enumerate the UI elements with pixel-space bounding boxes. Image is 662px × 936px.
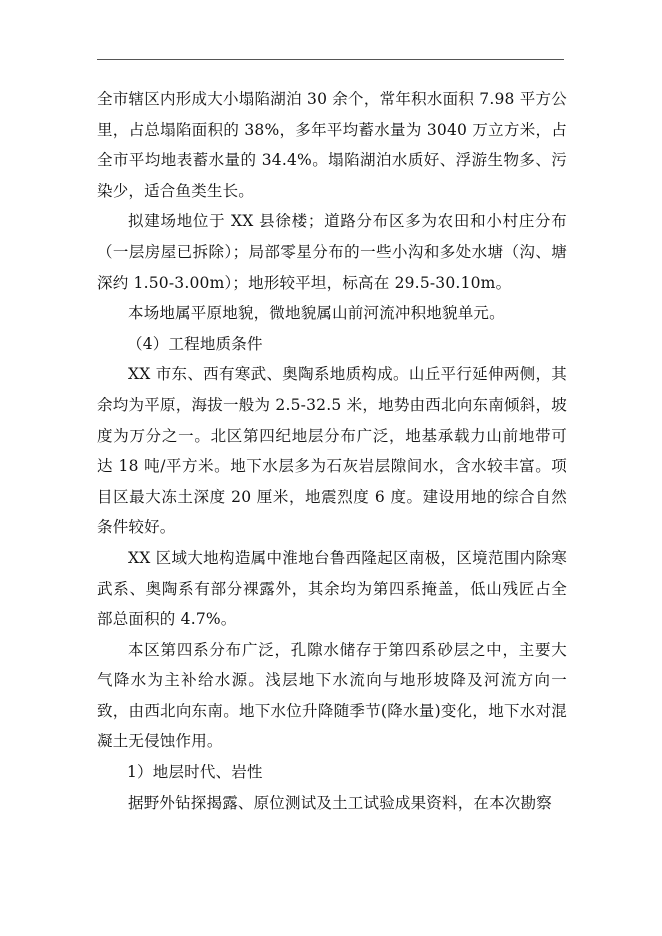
paragraph-site-location: 拟建场地位于 XX 县徐楼；道路分布区多为农田和小村庄分布（一层房屋已拆除）；局部零星分布的一些小沟和多处水塘（沟、塘深约 1.50-3.00m）；地形较平坦，标高在 29.5-30.10m。 (97, 212, 567, 292)
paragraph-continued: 全市辖区内形成大小塌陷湖泊 30 余个，常年积水面积 7.98 平方公里，占总塌陷面积的 38%，多年平均蓄水量为 3040 万立方米，占全市平均地表蓄水量的 34.4%。塌陷湖泊水质好、浮游生物多、污染少，适合鱼类生长。 (97, 90, 567, 200)
paragraph-geology-overview: XX 市东、西有寒武、奥陶系地质构成。山丘平行延伸两侧，其余均为平原，海拔一般为 2.5-32.5 米，地势由西北向东南倾斜，坡度为万分之一。北区第四纪地层分布广泛，地基承载力山前地带可达 18 吨/平方米。地下水层多为石灰岩层隙间水，含水较丰富。项目区最大冻土深度 20 厘米，地震烈度 6 度。建设用地的综合自然条件较好。 (97, 365, 567, 537)
paragraph-survey: 据野外钻探揭露、原位测试及土工试验成果资料，在本次勘察 (128, 793, 552, 812)
paragraph-landform: 本场地属平原地貌，微地貌属山前河流冲积地貌单元。 (128, 304, 505, 323)
section-heading-geology: （4）工程地质条件 (127, 334, 263, 353)
document-body (97, 84, 567, 818)
subsection-heading-strata: 1）地层时代、岩性 (127, 763, 263, 782)
paragraph-tectonics: XX 区域大地构造属中淮地台鲁西隆起区南极，区境范围内除寒武系、奥陶系有部分裸露外，其余均为第四系掩盖，低山残匠占全部总面积的 4.7%。 (97, 548, 567, 629)
paragraph-groundwater: 本区第四系分布广泛，孔隙水储存于第四系砂层之中，主要大气降水为主补给水源。浅层地下水流向与地形坡降及河流方向一致，由西北向东南。地下水位升降随季节(降水量)变化，地下水对混凝土无侵蚀作用。 (97, 640, 567, 751)
header-rule (97, 59, 564, 60)
